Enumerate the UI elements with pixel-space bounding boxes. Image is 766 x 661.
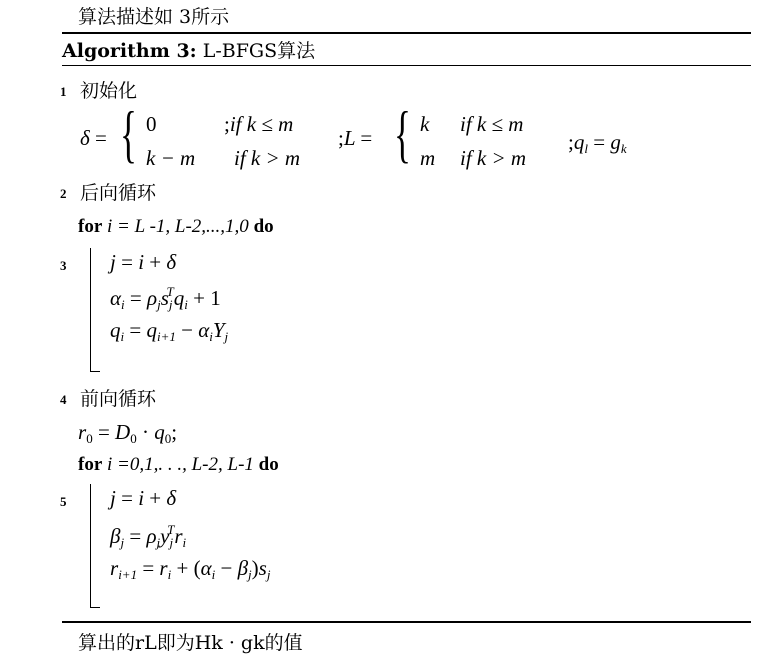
for-keyword: for bbox=[78, 454, 103, 475]
loop-body-bar-1 bbox=[90, 248, 91, 372]
line-number-5: 5 bbox=[60, 494, 67, 509]
step-forward-label: 前向循环 bbox=[80, 388, 157, 410]
header-rule bbox=[62, 65, 751, 66]
line-number-3: 3 bbox=[60, 258, 67, 273]
line-number-4: 4 bbox=[60, 392, 67, 407]
forward-for-line bbox=[78, 454, 279, 476]
r0-line: $r_0 = D_0 \cdot q_0$; bbox=[78, 420, 178, 446]
line-number-1: 1 bbox=[60, 84, 67, 99]
bottom-rule bbox=[62, 621, 751, 623]
intro-text: 算法描述如 3所示 bbox=[78, 6, 230, 28]
top-rule bbox=[62, 32, 751, 34]
forward-r-eq: $r_{i+1} = r_i + (\alpha_i - \beta_j)s_j$ bbox=[110, 556, 271, 582]
for-keyword: for bbox=[78, 216, 103, 237]
loop-body-end-2 bbox=[90, 607, 100, 608]
loop-body-end-1 bbox=[90, 371, 100, 372]
step-backward-label: 后向循环 bbox=[80, 182, 157, 204]
do-keyword: do bbox=[253, 216, 274, 237]
algorithm-label: Algorithm 3: bbox=[62, 40, 197, 62]
algorithm-title: L-BFGS算法 bbox=[202, 40, 316, 62]
forward-beta-eq: $\beta_j = \rho_jy_j^Tr_i$ bbox=[110, 522, 187, 550]
backward-for-line bbox=[78, 216, 274, 238]
do-keyword: do bbox=[258, 454, 279, 475]
outro-text: 算出的rL即为Hk · gk的值 bbox=[78, 632, 303, 654]
forward-j-eq: j = i + δ bbox=[110, 486, 177, 510]
step-init-label: 初始化 bbox=[80, 80, 138, 102]
line-number-2: 2 bbox=[60, 186, 67, 201]
loop-body-bar-2 bbox=[90, 484, 91, 608]
backward-range: i = L -1, L-2,...,1,0 bbox=[107, 216, 249, 237]
forward-range: i =0,1,. . ., L-2, L-1 bbox=[107, 454, 254, 475]
backward-alpha-eq: $\alpha_i = \rho_js_j^Tq_i + 1$ bbox=[110, 284, 221, 312]
backward-q-eq: $q_i = q_{i+1} - \alpha_iY_j$ bbox=[110, 318, 229, 344]
backward-j-eq: j = i + δ bbox=[110, 250, 177, 274]
algorithm-header bbox=[62, 36, 315, 63]
